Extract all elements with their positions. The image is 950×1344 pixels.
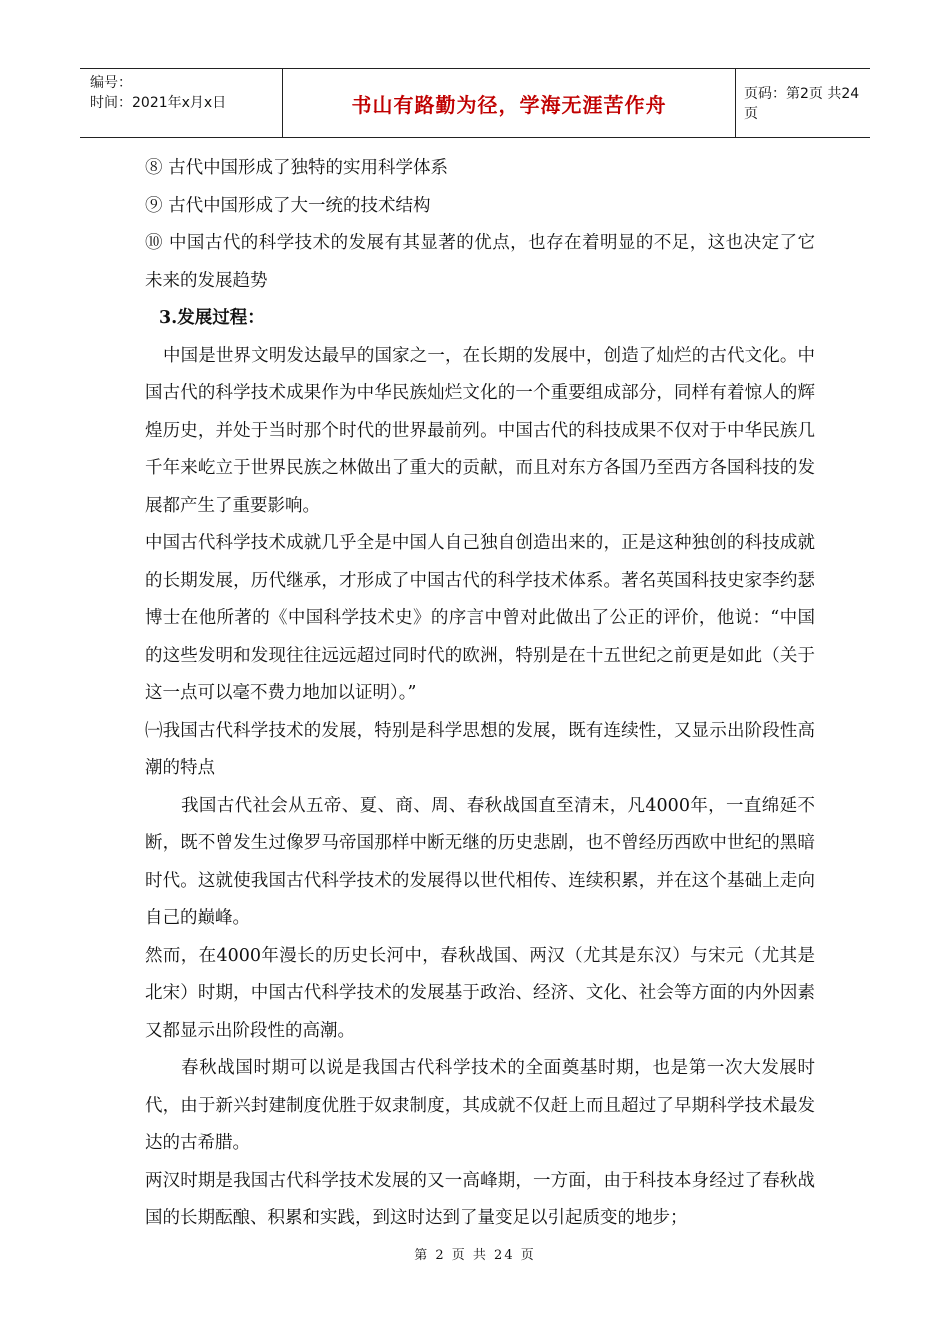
list-item: ⑨ 古代中国形成了大一统的技术结构 (145, 195, 431, 216)
header-motto-cell (282, 69, 736, 137)
document-body (145, 150, 815, 1238)
list-item: ⑩ 中国古代的科学技术的发展有其显著的优点，也存在着明显的不足，这也决定了它未来的发展趋势 (145, 233, 815, 291)
subsection-heading: ㈠我国古代科学技术的发展，特别是科学思想的发展，既有连续性，又显示出阶段性高潮的特点 (145, 720, 815, 778)
body-paragraph: 中国古代科学技术成就几乎全是中国人自己独自创造出来的，正是这种独创的科技成就的长期发展，历代继承，才形成了中国古代的科学技术体系。著名英国科技史家李约瑟博士在他所著的《中国科学技术史》的序言中曾对此做出了公正的评价，他说：“中国的这些发明和发现往往远远超过同时代的欧洲，特别是在十五世纪之前更是如此（关于这一点可以毫不费力地加以证明）。” (145, 533, 815, 703)
body-paragraph: 我国古代社会从五帝、夏、商、周、春秋战国直至清末，凡4000年，一直绵延不断，既不曾发生过像罗马帝国那样中断无继的历史悲剧，也不曾经历西欧中世纪的黑暗时代。这就使我国古代科学技术的发展得以世代相传、连续积累，并在这个基础上走向自己的巅峰。 (145, 795, 815, 928)
body-paragraph: 然而，在4000年漫长的历史长河中，春秋战国、两汉（尤其是东汉）与宋元（尤其是北宋）时期，中国古代科学技术的发展基于政治、经济、文化、社会等方面的内外因素又都显示出阶段性的高潮。 (145, 945, 815, 1041)
page-header (80, 68, 870, 138)
header-motto: 书山有路勤为径，学海无涯苦作舟 (351, 92, 667, 117)
list-item: ⑧ 古代中国形成了独特的实用科学体系 (145, 158, 449, 178)
header-page-label: 页码：第2页 共24页 (744, 86, 860, 122)
header-page-cell (734, 69, 870, 137)
body-paragraph: 两汉时期是我国古代科学技术发展的又一高峰期，一方面，由于科技本身经过了春秋战国的长期酝酿、积累和实践，到这时达到了量变足以引起质变的地步； (145, 1170, 815, 1228)
page-footer: 第 2 页 共 24 页 (414, 1248, 536, 1263)
header-left-cell (80, 69, 282, 137)
document-number-label: 编号： (90, 75, 132, 91)
body-paragraph: 春秋战国时期可以说是我国古代科学技术的全面奠基时期，也是第一次大发展时代，由于新兴封建制度优胜于奴隶制度，其成就不仅赶上而且超过了早期科学技术最发达的古希腊。 (145, 1058, 815, 1153)
body-paragraph: 中国是世界文明发达最早的国家之一，在长期的发展中，创造了灿烂的古代文化。中国古代的科学技术成果作为中华民族灿烂文化的一个重要组成部分，同样有着惊人的辉煌历史，并处于当时那个时代的世界最前列。中国古代的科技成果不仅对于中华民族几千年来屹立于世界民族之林做出了重大的贡献，而且对东方各国乃至西方各国科技的发展都产生了重要影响。 (145, 345, 815, 516)
section-heading: 3.发展过程： (159, 308, 265, 328)
document-date-label: 时间：2021年x月x日 (90, 95, 227, 111)
